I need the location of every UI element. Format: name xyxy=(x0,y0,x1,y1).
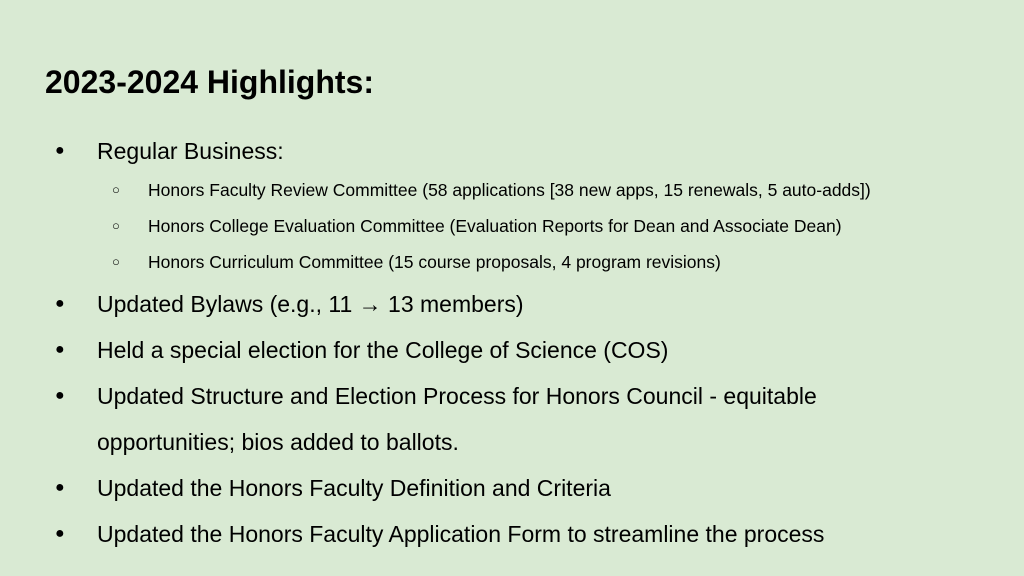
bullet-dot-icon: ● xyxy=(55,525,65,542)
sub-bullet-circle-icon: ○ xyxy=(112,182,120,197)
sub-list-item-text: Honors College Evaluation Committee (Evaluation Reports for Dean and Associate Dean) xyxy=(148,216,842,236)
list-item-text: Updated the Honors Faculty Definition and Criteria xyxy=(97,475,611,501)
bullet-dot-icon: ● xyxy=(55,142,65,159)
bullet-dot-icon: ● xyxy=(55,387,65,404)
bullet-dot-icon: ● xyxy=(55,479,65,496)
list-item-text: opportunities; bios added to ballots. xyxy=(97,429,459,455)
list-item-text: Updated Bylaws (e.g., 11 → 13 members) xyxy=(97,291,524,317)
list-item-text: Updated the Honors Faculty Application Form to streamline the process xyxy=(97,521,825,547)
bullet-dot-icon: ● xyxy=(55,341,65,358)
sub-list-item-text: Honors Faculty Review Committee (58 applications [38 new apps, 15 renewals, 5 auto-adds]) xyxy=(148,180,871,200)
slide-title: 2023-2024 Highlights: xyxy=(45,64,374,100)
sub-bullet-circle-icon: ○ xyxy=(112,218,120,233)
list-item-text: Regular Business: xyxy=(97,138,284,164)
sub-list-item-text: Honors Curriculum Committee (15 course proposals, 4 program revisions) xyxy=(148,252,721,272)
bullet-dot-icon: ● xyxy=(55,295,65,312)
list-item-text: Updated Structure and Election Process for Honors Council - equitable xyxy=(97,383,817,409)
list-item-text: Held a special election for the College of Science (COS) xyxy=(97,337,669,363)
sub-bullet-circle-icon: ○ xyxy=(112,254,120,269)
